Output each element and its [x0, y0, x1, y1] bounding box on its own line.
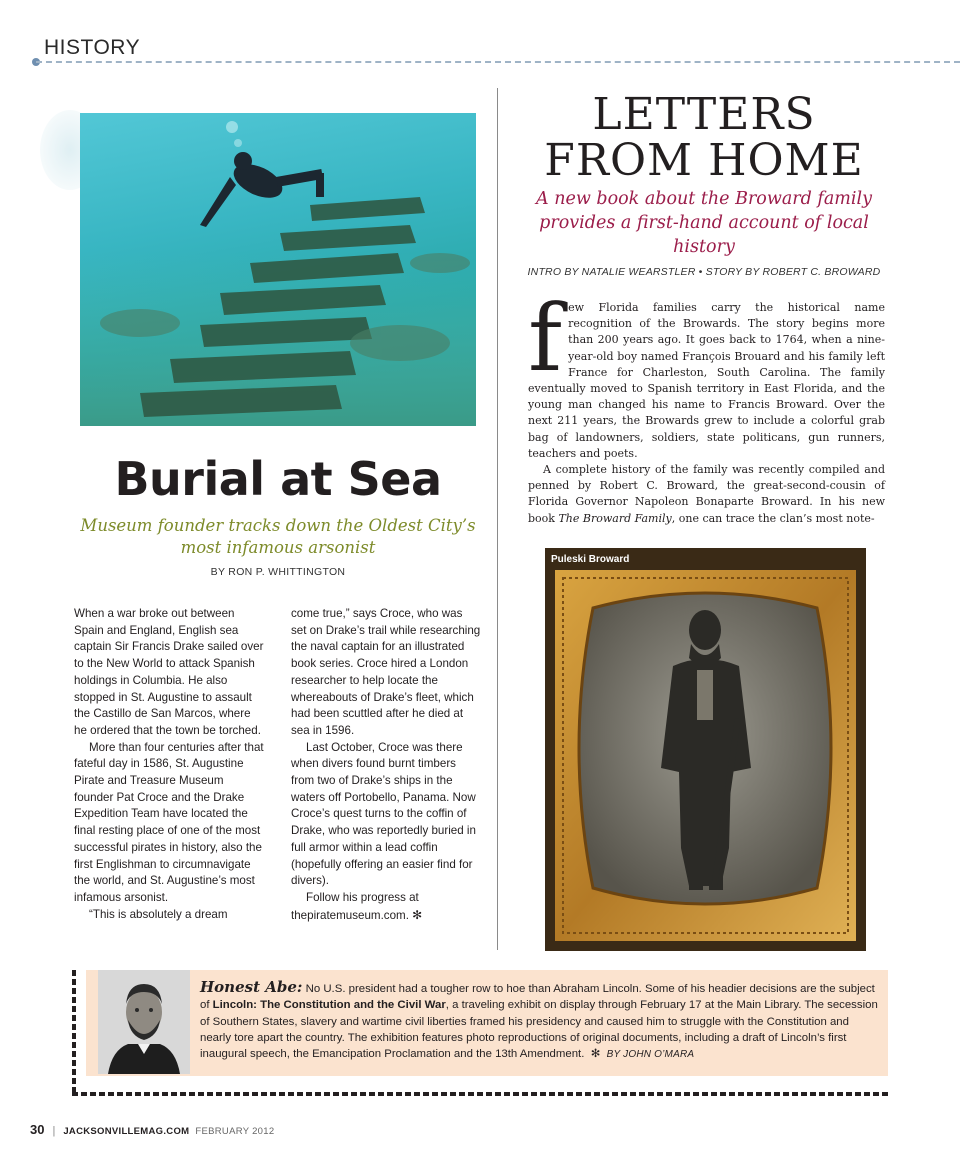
- section-label: HISTORY: [44, 36, 141, 59]
- paragraph: When a war broke out between Spain and England, English sea captain Sir Francis Drake sailed over to the New World to attack Spanish holdings in Columbia. He also stopped in St. Augustine to assault the Castillo de San Marcos, where he ordered that the town be torched.: [74, 607, 264, 737]
- paragraph-text: A complete history of the family was recently compiled and penned by Robert C. Broward, the great-second-cousin of Florida Governor Napoleon Bonaparte Broward. In his new book: [528, 463, 885, 525]
- paragraph: [528, 285, 885, 462]
- paragraph-text: ew Florida families carry the historical name recognition of the Browards. The story begins more than 200 years ago. It goes back to 1764, when a nine-year-old boy named François Brouard and his family left France for Charleston, South Carolina. The family eventually moved to Spanish territory in East Florida, and the young man changed his name to Francis Broward. Over the next 211 years, the Browards grew to include a colorful grab bag of landowners, soldiers, state politicans, gun runners, teachers and poets.: [528, 301, 885, 460]
- footer-site: JACKSONVILLEMAG.COM: [63, 1126, 190, 1137]
- book-title: The Broward Family: [558, 511, 672, 525]
- sidebar-text: [200, 979, 878, 1063]
- burial-at-sea-headline: Burial at Sea: [114, 452, 442, 506]
- letters-from-home-byline: INTRO BY NATALIE WEARSTLER • STORY BY ROBERT C. BROWARD: [527, 266, 881, 278]
- letters-from-home-deck: A new book about the Broward family provides a first-hand account of local history: [536, 189, 872, 257]
- paragraph: Last October, Croce was there when divers found burnt timbers from two of Drake’s ships in the waters off Portobello, Panama. Now Croce’s quest turns to the coffin of Drake, who was reportedly buried in full armor within a lead coffin (hopefully offering an easier find for divers).: [291, 740, 476, 888]
- column-divider: [497, 88, 498, 950]
- footer-issue: FEBRUARY 2012: [195, 1126, 275, 1137]
- paragraph: More than four centuries after that fateful day in 1586, St. Augustine Pirate and Treasure Museum founder Pat Croce and the Drake Expedition Team have located the final resting place of one of the most successful pirates in history, also the first Englishman to circumnavigate the world, and St. Augustine’s most infamous arsonist.: [74, 740, 264, 904]
- abraham-lincoln-photo: [98, 970, 190, 1074]
- sidebar-byline: BY JOHN O’MARA: [606, 1049, 695, 1061]
- section-rule: [36, 61, 960, 63]
- burial-at-sea-byline: BY RON P. WHITTINGTON: [210, 566, 346, 578]
- footer-separator: |: [52, 1125, 56, 1137]
- puleski-broward-portrait: [545, 548, 866, 951]
- portrait-caption: Puleski Broward: [551, 554, 630, 565]
- paragraph: come true,” says Croce, who was set on Drake’s trail while researching the naval captain for an illustrated book series. Croce hired a London researcher to help locate the whereabouts of Drake’s fleet, which had been scuttled after he died at sea in 1596.: [291, 607, 481, 737]
- letters-from-home-body: [528, 285, 885, 527]
- paragraph: [528, 462, 885, 527]
- honest-abe-sidebar: [72, 970, 888, 1096]
- page-number: 30: [30, 1122, 45, 1137]
- underwater-scene-illustration: [80, 113, 476, 426]
- burial-at-sea-deck: Museum founder tracks down the Oldest City’s most infamous arsonist: [80, 516, 476, 557]
- sidebar-dashed-border-bottom: [72, 1092, 888, 1096]
- headline-line-2: FROM HOME: [544, 135, 864, 186]
- burial-at-sea-column-2: [291, 606, 481, 924]
- burial-at-sea-column-1: [74, 606, 266, 923]
- sidebar-text-part: , a traveling exhibit on display through February 17 at the Main Library. The secession of Southern States, slavery and wartime civil liberties framed his presidency and caused him to struggle with the Constitution and nearly tore apart the country. The exhibition features photo reproductions of original documents, including a draft of Lincoln’s first inaugural speech, the Emancipation Proclamation and the 13th Amendment.: [200, 999, 878, 1061]
- end-mark-icon: ✻: [412, 907, 423, 922]
- paragraph-text: Follow his progress at thepiratemuseum.com.: [291, 890, 419, 922]
- sidebar-exhibit-title: Lincoln: The Constitution and the Civil War: [212, 999, 446, 1012]
- page-footer: [30, 1122, 274, 1137]
- paragraph: [291, 890, 481, 924]
- sidebar-text-part: No U.S. president had a tougher row to hoe than Abraham Lincoln. Some of his headier decisions are the subject of: [200, 983, 875, 1012]
- sidebar-lead: Honest Abe:: [200, 978, 303, 996]
- headline-line-1: LETTERS: [592, 89, 816, 140]
- lincoln-portrait-illustration: [98, 970, 190, 1074]
- letters-from-home-headline: [520, 89, 888, 186]
- underwater-diver-photo: [80, 113, 476, 426]
- portrait-frame-illustration: [545, 548, 866, 951]
- drop-cap: f: [528, 285, 563, 392]
- sidebar-dashed-border-left: [72, 970, 76, 1096]
- paragraph-text: , one can trace the clan’s most note-: [671, 511, 875, 525]
- end-mark-icon: ✻: [590, 1048, 601, 1061]
- paragraph: “This is absolutely a dream: [89, 907, 228, 921]
